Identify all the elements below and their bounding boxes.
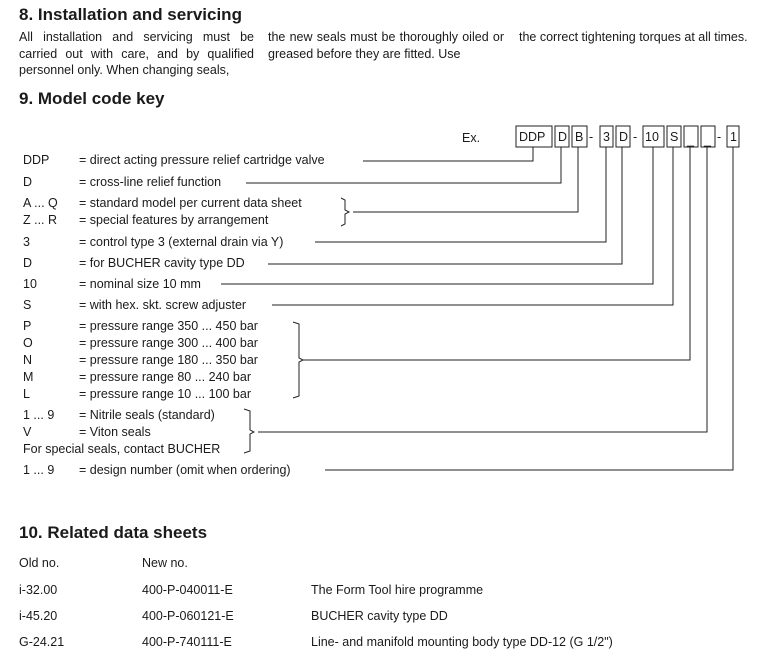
code-dash-2: - xyxy=(633,130,638,144)
key-code-s: S xyxy=(23,298,32,312)
example-label: Ex. xyxy=(462,131,481,145)
key-desc-seals-nitrile: = Nitrile seals (standard) xyxy=(79,408,215,422)
key-desc-d-cavity: = for BUCHER cavity type DD xyxy=(79,256,245,270)
key-desc-10: = nominal size 10 mm xyxy=(79,277,201,291)
installation-text-col3: the correct tightening torques at all times. xyxy=(519,30,748,44)
key-code-design-number: 1 ... 9 xyxy=(23,463,55,477)
section-8-title: 8. Installation and servicing xyxy=(19,5,242,24)
key-desc-n: = pressure range 180 ... 350 bar xyxy=(79,353,258,367)
key-code-seals-viton: V xyxy=(23,425,32,439)
table-cell-title: BUCHER cavity type DD xyxy=(311,609,448,623)
section-10-title: 10. Related data sheets xyxy=(19,523,208,542)
table-cell-title: Line- and manifold mounting body type DD-12 (G 1/2") xyxy=(311,635,613,649)
key-code-z-r: Z ... R xyxy=(23,213,58,227)
table-cell-new: 400-P-040011-E xyxy=(142,583,233,597)
key-code-seals-nitrile: 1 ... 9 xyxy=(23,408,55,422)
code-text-d2: D xyxy=(619,130,629,144)
key-code-3: 3 xyxy=(23,235,30,249)
code-text-ddp: DDP xyxy=(519,130,546,144)
key-code-d: D xyxy=(23,175,33,189)
key-desc-3: = control type 3 (external drain via Y) xyxy=(79,235,284,249)
table-header-old-no: Old no. xyxy=(19,556,60,570)
key-desc-seals-viton: = Viton seals xyxy=(79,425,151,439)
key-desc-m: = pressure range 80 ... 240 bar xyxy=(79,370,251,384)
table-header-new-no: New no. xyxy=(142,556,188,570)
key-code-ddp: DDP xyxy=(23,153,50,167)
key-desc-l: = pressure range 10 ... 100 bar xyxy=(79,387,251,401)
installation-text-col2: the new seals must be thoroughly oiled or greased before they are fitted. Use xyxy=(268,30,504,61)
special-seals-note: For special seals, contact BUCHER xyxy=(23,442,221,456)
key-code-n: N xyxy=(23,353,33,367)
table-cell-old: G-24.21 xyxy=(19,635,65,649)
code-text-b: B xyxy=(575,130,584,144)
key-code-a-q: A ... Q xyxy=(23,196,58,210)
key-desc-s: = with hex. skt. screw adjuster xyxy=(79,298,247,312)
key-code-o: O xyxy=(23,336,33,350)
code-text-1: 1 xyxy=(730,130,737,144)
code-text-blank2: _ xyxy=(704,133,711,147)
key-code-p: P xyxy=(23,319,32,333)
table-cell-title: The Form Tool hire programme xyxy=(311,583,484,597)
table-cell-old: i-45.20 xyxy=(19,609,58,623)
key-desc-z-r: = special features by arrangement xyxy=(79,213,269,227)
table-cell-new: 400-P-060121-E xyxy=(142,609,234,623)
section-9-title: 9. Model code key xyxy=(19,89,165,108)
code-text-s: S xyxy=(670,130,679,144)
code-text-3: 3 xyxy=(603,130,610,144)
key-code-m: M xyxy=(23,370,34,384)
code-text-d1: D xyxy=(558,130,568,144)
table-cell-new: 400-P-740111-E xyxy=(142,635,232,649)
installation-text-col1: All installation and servicing must be carried out with care, and by qualified personnel only. When changing seals, xyxy=(19,30,254,77)
key-desc-a-q: = standard model per current data sheet xyxy=(79,196,302,210)
key-desc-o: = pressure range 300 ... 400 bar xyxy=(79,336,258,350)
key-desc-design-number: = design number (omit when ordering) xyxy=(79,463,291,477)
key-code-d-cavity: D xyxy=(23,256,33,270)
table-cell-old: i-32.00 xyxy=(19,583,58,597)
key-code-l: L xyxy=(23,387,30,401)
code-dash-1: - xyxy=(589,130,594,144)
key-desc-ddp: = direct acting pressure relief cartridge valve xyxy=(79,153,325,167)
key-code-10: 10 xyxy=(23,277,37,291)
key-desc-d: = cross-line relief function xyxy=(79,175,222,189)
key-desc-p: = pressure range 350 ... 450 bar xyxy=(79,319,258,333)
code-text-10: 10 xyxy=(645,130,659,144)
code-text-blank1: _ xyxy=(687,133,694,147)
code-dash-3: - xyxy=(717,130,722,144)
